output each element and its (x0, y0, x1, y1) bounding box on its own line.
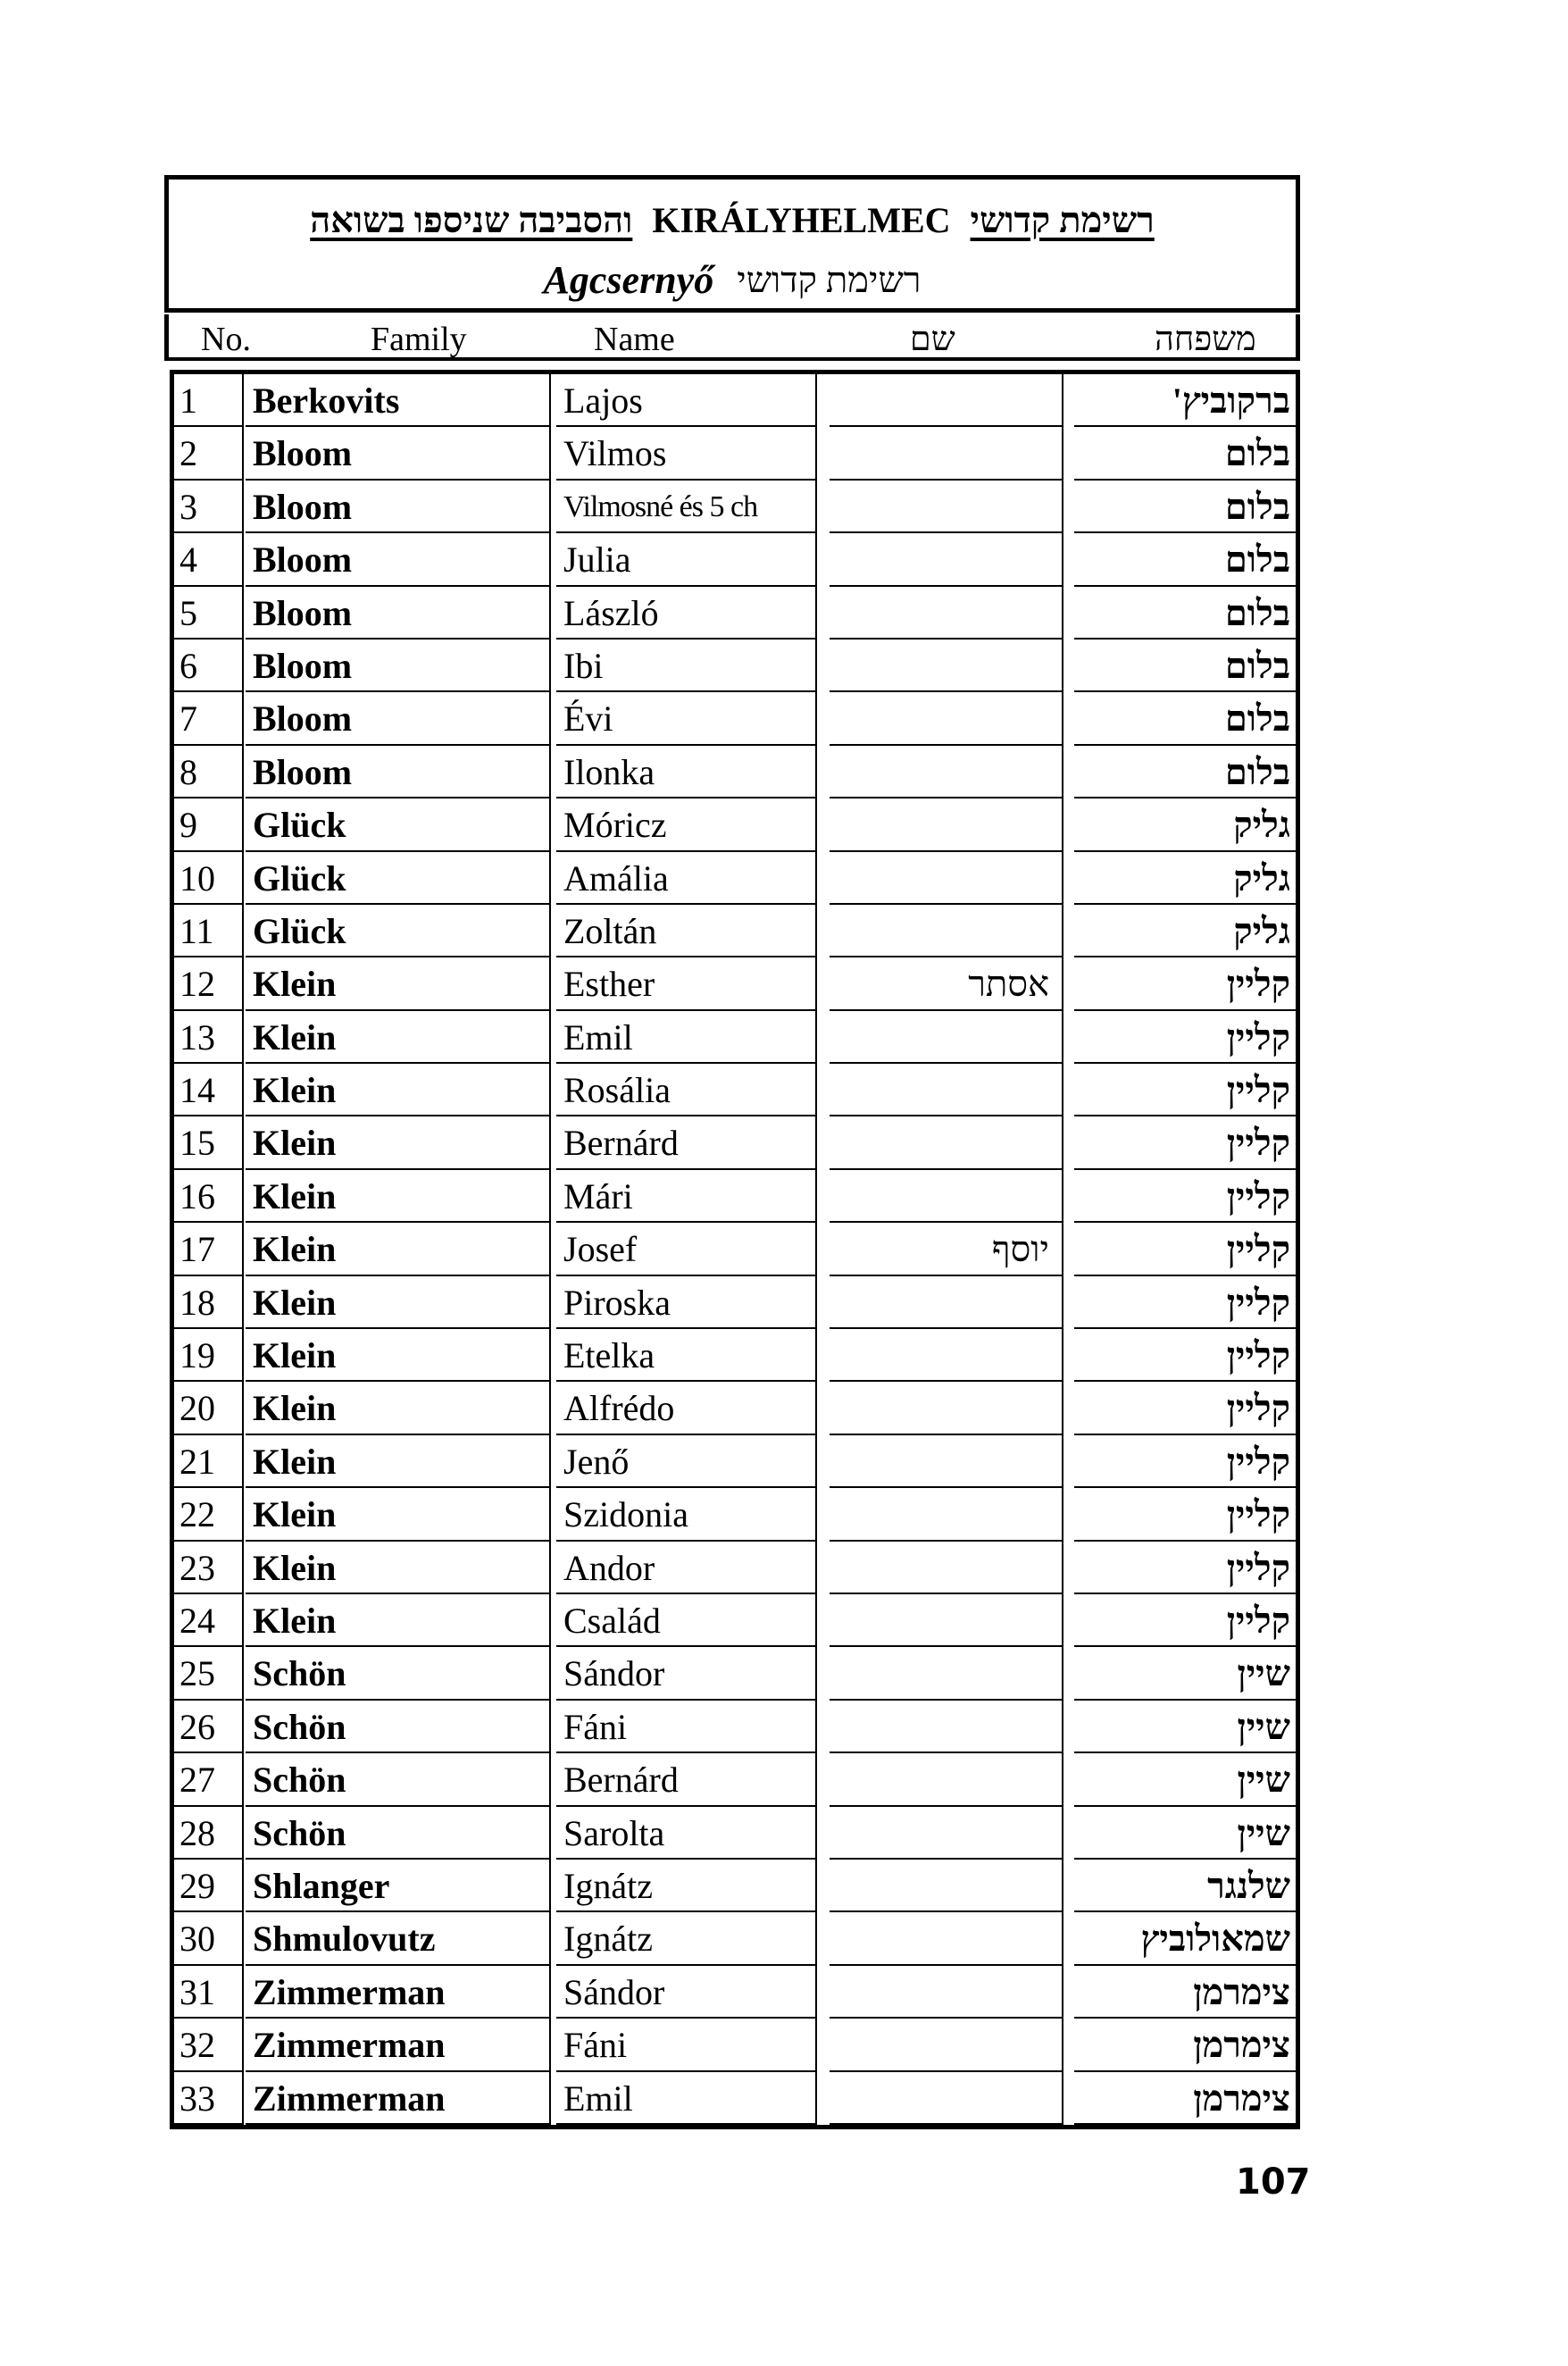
row-number: 1 (174, 374, 244, 427)
family-name: Schön (246, 1753, 551, 1806)
hebrew-given-name (830, 374, 1063, 427)
hebrew-family-name: שלנגר (1074, 1860, 1296, 1912)
hebrew-family-name: קליין (1074, 1011, 1296, 1064)
family-name: Klein (246, 1170, 551, 1223)
hebrew-family-name: קליין (1074, 1064, 1296, 1116)
hebrew-given-name (830, 692, 1063, 745)
hebrew-family-name: בלום (1074, 640, 1296, 692)
title-latin: KIRÁLYHELMEC (652, 199, 951, 240)
family-name: Klein (246, 1223, 551, 1275)
hebrew-family-name: קליין (1074, 1594, 1296, 1647)
hebrew-family-name: קליין (1074, 1382, 1296, 1434)
family-name: Klein (246, 1116, 551, 1169)
table-row (174, 798, 1296, 851)
family-name: Klein (246, 1011, 551, 1064)
hebrew-given-name (830, 587, 1063, 640)
table-row (174, 1860, 1296, 1912)
row-number: 30 (174, 1912, 244, 1965)
family-name: Schön (246, 1647, 551, 1700)
hebrew-given-name (830, 905, 1063, 957)
column-header-row (164, 314, 1300, 361)
table-row (174, 374, 1296, 427)
family-name: Bloom (246, 587, 551, 640)
title-hebrew-right: רשימת קדושי (970, 199, 1155, 240)
table-row (174, 1912, 1296, 1965)
table-row (174, 1223, 1296, 1275)
given-name: Amália (556, 852, 817, 905)
given-name: Ilonka (556, 746, 817, 798)
hebrew-given-name (830, 1860, 1063, 1912)
hebrew-given-name (830, 1382, 1063, 1434)
row-number: 3 (174, 481, 244, 533)
given-name: Etelka (556, 1329, 817, 1382)
given-name: Sándor (556, 1647, 817, 1700)
family-name: Klein (246, 1435, 551, 1488)
table-row (174, 1488, 1296, 1541)
hebrew-family-name: צימרמן (1074, 1966, 1296, 2019)
table-row (174, 2019, 1296, 2071)
hebrew-family-name: קליין (1074, 1223, 1296, 1275)
family-name: Zimmerman (246, 2072, 551, 2125)
given-name: Sándor (556, 1966, 817, 2019)
row-number: 25 (174, 1647, 244, 1700)
row-number: 11 (174, 905, 244, 957)
hebrew-family-name: בלום (1074, 746, 1296, 798)
given-name: Lajos (556, 374, 817, 427)
column-header-hebrew-name: שם (910, 321, 955, 358)
title-box (164, 175, 1300, 313)
column-header-hebrew-family: משפחה (1155, 321, 1256, 358)
hebrew-given-name (830, 798, 1063, 851)
given-name: Fáni (556, 2019, 817, 2071)
hebrew-family-name: ברקוביץ' (1074, 374, 1296, 427)
column-header-name: Name (594, 321, 675, 358)
row-number: 28 (174, 1807, 244, 1860)
hebrew-family-name: בלום (1074, 533, 1296, 586)
family-name: Zimmerman (246, 2019, 551, 2071)
hebrew-family-name: שיין (1074, 1753, 1296, 1806)
table-row (174, 481, 1296, 533)
row-number: 33 (174, 2072, 244, 2125)
hebrew-given-name (830, 481, 1063, 533)
hebrew-family-name: קליין (1074, 1329, 1296, 1382)
family-name: Glück (246, 852, 551, 905)
table-row (174, 1753, 1296, 1806)
row-number: 17 (174, 1223, 244, 1275)
subtitle-line (169, 253, 1296, 306)
column-header-no: No. (201, 321, 251, 358)
hebrew-family-name: גליק (1074, 798, 1296, 851)
hebrew-given-name (830, 1488, 1063, 1541)
table-row (174, 852, 1296, 905)
row-number: 22 (174, 1488, 244, 1541)
hebrew-family-name: גליק (1074, 905, 1296, 957)
table-row (174, 1647, 1296, 1700)
row-number: 5 (174, 587, 244, 640)
hebrew-family-name: צימרמן (1074, 2072, 1296, 2125)
family-name: Klein (246, 1382, 551, 1434)
hebrew-given-name: יוסף (830, 1223, 1063, 1275)
table-row (174, 957, 1296, 1010)
title-hebrew-left: והסביבה שניספו בשואה (310, 199, 633, 240)
given-name: Fáni (556, 1701, 817, 1753)
hebrew-given-name (830, 746, 1063, 798)
hebrew-given-name (830, 1329, 1063, 1382)
column-header-family: Family (371, 321, 467, 358)
given-name: Ignátz (556, 1912, 817, 1965)
table-row (174, 427, 1296, 480)
hebrew-given-name (830, 1594, 1063, 1647)
hebrew-given-name (830, 2072, 1063, 2125)
given-name: Bernárd (556, 1753, 817, 1806)
table-row (174, 746, 1296, 798)
table-row (174, 905, 1296, 957)
row-number: 24 (174, 1594, 244, 1647)
family-name: Shmulovutz (246, 1912, 551, 1965)
table-row (174, 587, 1296, 640)
family-name: Klein (246, 1329, 551, 1382)
subtitle-hebrew: רשימת קדושי (737, 259, 922, 300)
table-row (174, 1435, 1296, 1488)
hebrew-given-name (830, 427, 1063, 480)
hebrew-given-name (830, 1753, 1063, 1806)
row-number: 26 (174, 1701, 244, 1753)
hebrew-given-name (830, 1276, 1063, 1329)
table-row (174, 1594, 1296, 1647)
hebrew-given-name (830, 1966, 1063, 2019)
hebrew-family-name: בלום (1074, 692, 1296, 745)
given-name: Ibi (556, 640, 817, 692)
given-name: Andor (556, 1542, 817, 1594)
given-name: Vilmosné és 5 ch (556, 481, 817, 533)
table-row (174, 1382, 1296, 1434)
hebrew-family-name: שיין (1074, 1701, 1296, 1753)
table-row (174, 1116, 1296, 1169)
given-name: Rosália (556, 1064, 817, 1116)
family-name: Klein (246, 1542, 551, 1594)
given-name: Bernárd (556, 1116, 817, 1169)
row-number: 6 (174, 640, 244, 692)
hebrew-given-name (830, 2019, 1063, 2071)
table-row (174, 1542, 1296, 1594)
row-number: 14 (174, 1064, 244, 1116)
given-name: Sarolta (556, 1807, 817, 1860)
given-name: Mári (556, 1170, 817, 1223)
given-name: Évi (556, 692, 817, 745)
table-row (174, 1966, 1296, 2019)
hebrew-family-name: בלום (1074, 587, 1296, 640)
family-name: Shlanger (246, 1860, 551, 1912)
family-name: Klein (246, 1064, 551, 1116)
table-row (174, 1276, 1296, 1329)
family-name: Klein (246, 1276, 551, 1329)
hebrew-given-name (830, 1435, 1063, 1488)
row-number: 29 (174, 1860, 244, 1912)
hebrew-family-name: קליין (1074, 957, 1296, 1010)
row-number: 31 (174, 1966, 244, 2019)
table-row (174, 1701, 1296, 1753)
row-number: 2 (174, 427, 244, 480)
hebrew-given-name: אסתר (830, 957, 1063, 1010)
row-number: 27 (174, 1753, 244, 1806)
given-name: Emil (556, 2072, 817, 2125)
hebrew-family-name: שיין (1074, 1807, 1296, 1860)
given-name: Alfrédo (556, 1382, 817, 1434)
given-name: Zoltán (556, 905, 817, 957)
row-number: 12 (174, 957, 244, 1010)
hebrew-family-name: שיין (1074, 1647, 1296, 1700)
row-number: 9 (174, 798, 244, 851)
table-row (174, 533, 1296, 586)
hebrew-given-name (830, 1647, 1063, 1700)
hebrew-given-name (830, 1542, 1063, 1594)
table-row (174, 692, 1296, 745)
given-name: Ignátz (556, 1860, 817, 1912)
hebrew-family-name: קליין (1074, 1276, 1296, 1329)
given-name: László (556, 587, 817, 640)
given-name: Julia (556, 533, 817, 586)
hebrew-family-name: קליין (1074, 1542, 1296, 1594)
table-row (174, 2072, 1296, 2125)
given-name: Vilmos (556, 427, 817, 480)
hebrew-given-name (830, 852, 1063, 905)
hebrew-family-name: צימרמן (1074, 2019, 1296, 2071)
family-name: Bloom (246, 640, 551, 692)
family-name: Bloom (246, 533, 551, 586)
family-name: Bloom (246, 481, 551, 533)
family-name: Glück (246, 905, 551, 957)
given-name: Jenő (556, 1435, 817, 1488)
family-name: Bloom (246, 427, 551, 480)
hebrew-given-name (830, 1701, 1063, 1753)
family-name: Klein (246, 1488, 551, 1541)
family-name: Bloom (246, 746, 551, 798)
table-row (174, 640, 1296, 692)
given-name: Josef (556, 1223, 817, 1275)
hebrew-given-name (830, 1064, 1063, 1116)
hebrew-family-name: קליין (1074, 1488, 1296, 1541)
hebrew-given-name (830, 533, 1063, 586)
family-name: Schön (246, 1701, 551, 1753)
row-number: 32 (174, 2019, 244, 2071)
row-number: 20 (174, 1382, 244, 1434)
row-number: 16 (174, 1170, 244, 1223)
hebrew-family-name: קליין (1074, 1435, 1296, 1488)
family-name: Glück (246, 798, 551, 851)
hebrew-given-name (830, 1116, 1063, 1169)
hebrew-given-name (830, 640, 1063, 692)
row-number: 13 (174, 1011, 244, 1064)
names-table (170, 370, 1300, 2129)
hebrew-family-name: בלום (1074, 481, 1296, 533)
family-name: Klein (246, 1594, 551, 1647)
table-row (174, 1329, 1296, 1382)
row-number: 23 (174, 1542, 244, 1594)
page-number: 107 (1236, 2161, 1311, 2203)
row-number: 7 (174, 692, 244, 745)
family-name: Klein (246, 957, 551, 1010)
family-name: Zimmerman (246, 1966, 551, 2019)
hebrew-family-name: קליין (1074, 1170, 1296, 1223)
hebrew-given-name (830, 1912, 1063, 1965)
row-number: 4 (174, 533, 244, 586)
table-row (174, 1170, 1296, 1223)
hebrew-family-name: שמאולוביץ (1074, 1912, 1296, 1965)
given-name: Emil (556, 1011, 817, 1064)
row-number: 8 (174, 746, 244, 798)
table-row (174, 1011, 1296, 1064)
hebrew-family-name: גליק (1074, 852, 1296, 905)
table-row (174, 1807, 1296, 1860)
given-name: Esther (556, 957, 817, 1010)
given-name: Móricz (556, 798, 817, 851)
title-line (169, 192, 1296, 247)
row-number: 10 (174, 852, 244, 905)
row-number: 21 (174, 1435, 244, 1488)
family-name: Schön (246, 1807, 551, 1860)
family-name: Bloom (246, 692, 551, 745)
subtitle-latin: Agcsernyő (543, 257, 714, 302)
given-name: Család (556, 1594, 817, 1647)
hebrew-family-name: קליין (1074, 1116, 1296, 1169)
family-name: Berkovits (246, 374, 551, 427)
row-number: 18 (174, 1276, 244, 1329)
hebrew-family-name: בלום (1074, 427, 1296, 480)
hebrew-given-name (830, 1807, 1063, 1860)
row-number: 19 (174, 1329, 244, 1382)
hebrew-given-name (830, 1011, 1063, 1064)
given-name: Szidonia (556, 1488, 817, 1541)
table-row (174, 1064, 1296, 1116)
hebrew-given-name (830, 1170, 1063, 1223)
row-number: 15 (174, 1116, 244, 1169)
given-name: Piroska (556, 1276, 817, 1329)
